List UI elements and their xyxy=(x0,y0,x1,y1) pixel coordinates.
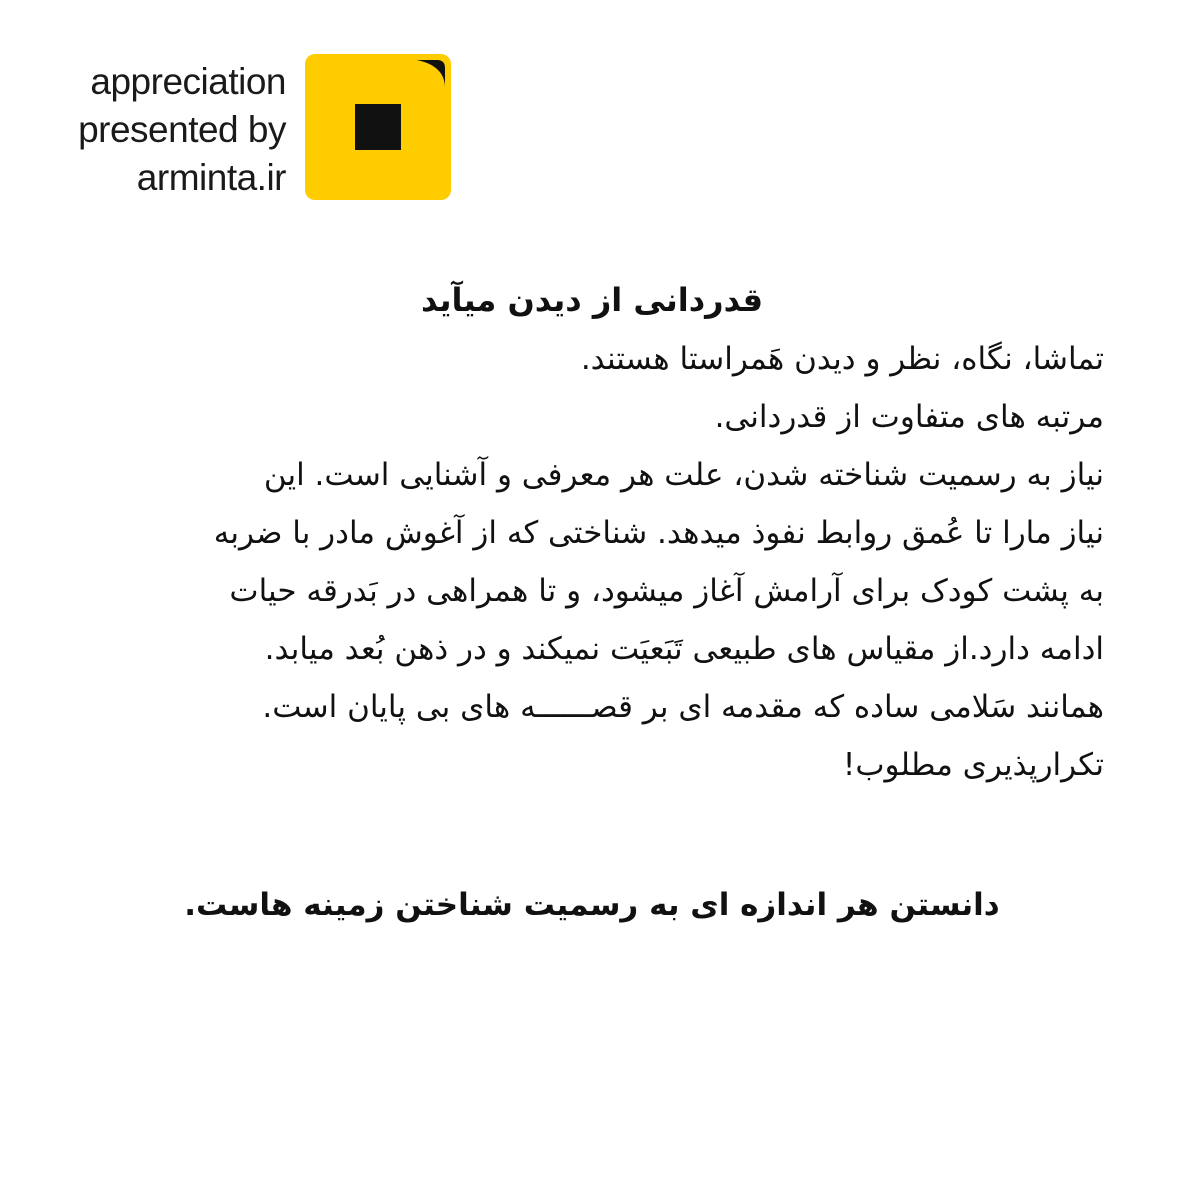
article-line: به پشت کودک برای آرامش آغاز میشود، و تا همراهی در بَدرقه حیات xyxy=(229,573,1104,609)
article-line: ادامه دارد.از مقیاس های طبیعی تَبَعیَت نمیکند و در ذهن بُعد میابد. xyxy=(264,631,1104,667)
article-line: مرتبه های متفاوت از قدردانی. xyxy=(714,399,1104,435)
article-closing-statement: دانستن هر اندازه ای به رسمیت شناختن زمینه هاست. xyxy=(184,887,1000,923)
brand-logo xyxy=(305,54,451,200)
brand-line-appreciation: appreciation xyxy=(90,61,286,102)
article-body xyxy=(80,330,1104,794)
brand-tagline xyxy=(78,58,286,202)
logo-square-mark xyxy=(355,104,401,150)
article-line: همانند سَلامی ساده که مقدمه ای بر قصــــــه های بی پایان است. xyxy=(262,689,1104,725)
article-line: نیاز مارا تا عُمق روابط نفوذ میدهد. شناختی که از آغوش مادر با ضربه xyxy=(213,515,1104,551)
article-heading: قدردانی از دیدن میآید xyxy=(420,281,764,319)
article xyxy=(80,270,1104,794)
article-line: تماشا، نگاه، نظر و دیدن هَمراستا هستند. xyxy=(580,341,1104,377)
logo-corner-mark xyxy=(417,60,445,88)
brand-line-website: arminta.ir xyxy=(136,157,286,198)
brand-line-presented-by: presented by xyxy=(78,109,286,150)
article-line: تکرارپذیری مطلوب! xyxy=(842,747,1104,783)
article-line: نیاز به رسمیت شناخته شدن، علت هر معرفی و آشنایی است. این xyxy=(263,457,1104,493)
